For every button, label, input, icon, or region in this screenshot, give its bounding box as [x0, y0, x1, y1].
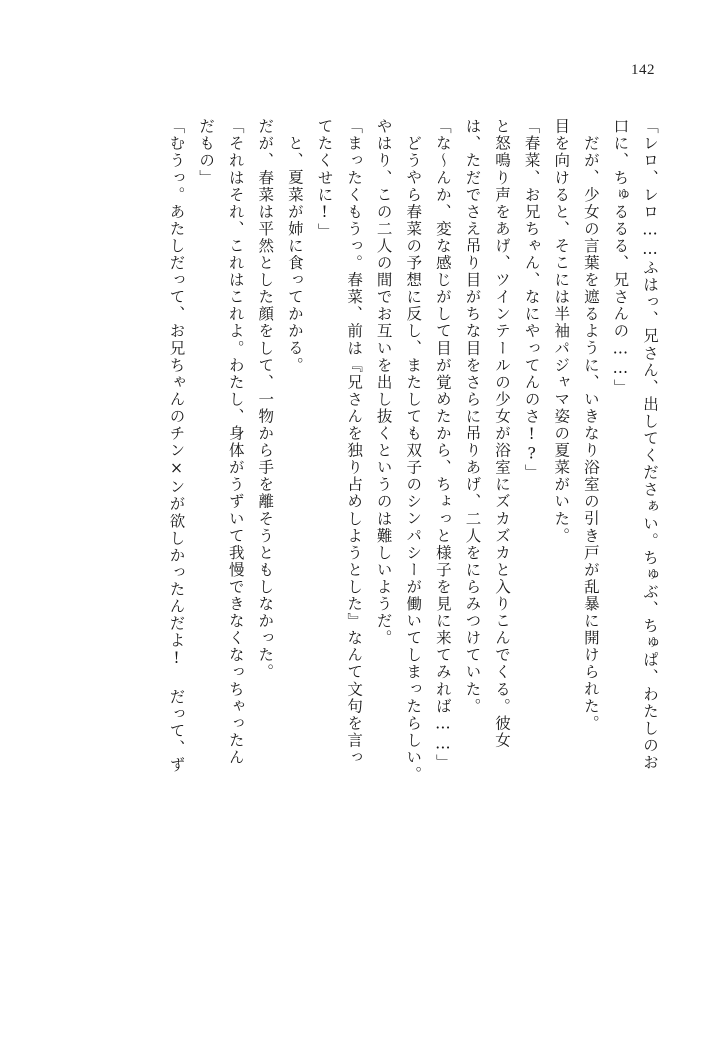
text-line: 目を向けると、そこには半袖パジャマ姿の夏菜がいた。	[552, 118, 571, 545]
text-line: だが、少女の言葉を遮るように、いきなり浴室の引き戸が乱暴に開けられた。	[581, 135, 600, 732]
text-line: やはり、この二人の間でお互いを出し抜くというのは難しいようだ。	[374, 118, 393, 647]
text-line: てたくせに!」	[315, 118, 334, 240]
text-line: だもの」	[197, 118, 216, 187]
text-line: 「それはそれ、これはこれよ。わたし、身体がうずいて我慢できなくなっちゃったん	[226, 118, 245, 766]
text-line: 「な〜んか、変な感じがして目が覚めたから、ちょっと様子を見に来てみれば……」	[433, 118, 452, 771]
text-line: 口に、ちゅるるる、兄さんの……」	[611, 118, 630, 396]
text-line: 「むうっ。あたしだって、お兄ちゃんのチン×ンが欲しかったんだよ! だって、ず	[167, 118, 186, 774]
text-line: 「春菜、お兄ちゃん、なにやってんのさ!?」	[522, 118, 541, 482]
text-line: と怒鳴り声をあげ、ツインテールの少女が浴室にズカズカと入りこんでくる。彼女	[493, 118, 512, 749]
text-line: 「レロ、レロ……ふはっ、兄さん、出してくださぁい。ちゅぶ、ちゅぱ、わたしのお	[641, 118, 659, 771]
text-line: だが、春菜は平然とした顔をして、一物から手を離そうともしなかった。	[256, 118, 275, 681]
text-line: は、ただでさえ吊り目がちな目をさらに吊りあげ、二人をにらみつけていた。	[463, 118, 482, 715]
text-line: どうやら春菜の予想に反し、またしても双子のシンパシーが働いてしまったらしい。	[404, 135, 423, 783]
page-number: 142	[631, 62, 655, 78]
text-line: 「まったくもうっ。春菜、前は『兄さんを独り占めしようとした』なんて文句を言っ	[345, 118, 364, 766]
text-line: と、夏菜が姉に食ってかかる。	[285, 135, 304, 374]
vertical-text-body	[70, 118, 657, 990]
